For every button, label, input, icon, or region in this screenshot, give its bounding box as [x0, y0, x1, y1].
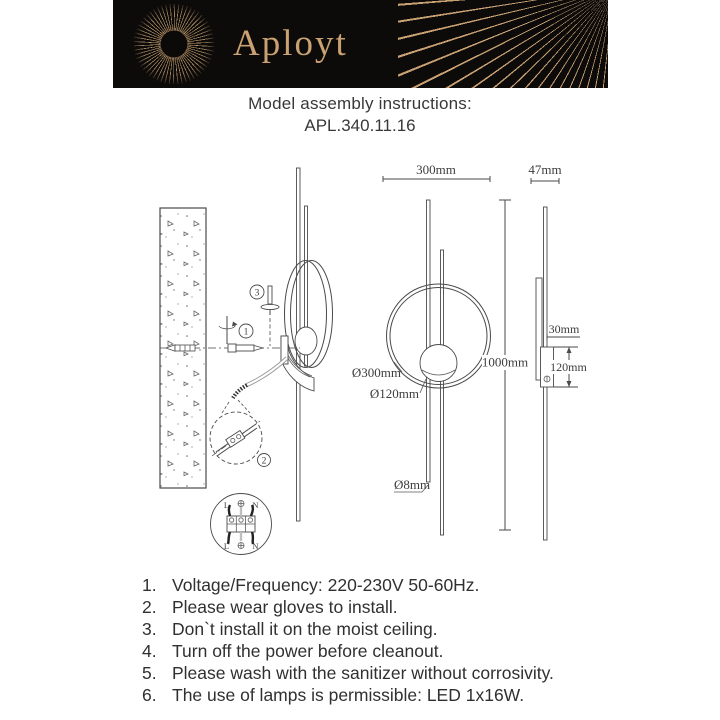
brand-banner: [113, 0, 608, 88]
dim-depth-line: [531, 178, 559, 184]
assembly-diagram: [0, 140, 720, 580]
instruction-text: Voltage/Frequency: 220-230V 50-60Hz.: [172, 575, 480, 595]
dim-depth-label: 47mm: [528, 162, 562, 177]
dim-height-label: 1000mm: [481, 354, 529, 370]
wall-mount-view: [160, 168, 333, 555]
front-rod-left: [427, 200, 431, 482]
instruction-number: 5.: [142, 663, 157, 683]
wire-label-n-top: N: [252, 500, 259, 510]
instruction-item: [142, 574, 554, 596]
callout-1-label: 1: [243, 327, 249, 338]
instruction-item: [142, 640, 554, 662]
callout-3-label: 3: [254, 288, 260, 299]
lamp-sphere: [295, 327, 317, 355]
front-rod-right: [441, 250, 444, 535]
dim-ring-label: Ø300mm: [351, 365, 401, 380]
dim-width-label: 300mm: [416, 162, 456, 177]
wires: [222, 358, 287, 413]
logo-core: [161, 31, 188, 58]
wiring-detail: [211, 494, 272, 555]
instruction-item: [142, 618, 554, 640]
instruction-text: Please wear gloves to install.: [172, 597, 398, 617]
callout-2-label: 2: [261, 456, 267, 467]
model-number: APL.340.11.16: [304, 116, 416, 135]
instruction-text: Don`t install it on the moist ceiling.: [172, 619, 438, 639]
page-title: Model assembly instructions:: [248, 94, 472, 113]
side-view: [528, 162, 587, 540]
instruction-text: Turn off the power before cleanout.: [172, 641, 444, 661]
dim-rod-label: Ø8mm: [394, 477, 431, 492]
dim-bracket-label: 120mm: [550, 360, 587, 374]
instruction-item: [142, 596, 554, 618]
wire-label-l-bottom: L: [223, 541, 230, 551]
dim-sphere-label: Ø120mm: [369, 386, 419, 401]
instruction-number: 2.: [142, 597, 157, 617]
instruction-number: 3.: [142, 619, 157, 639]
wire-label-l-top: L: [223, 500, 230, 510]
starburst-logo-icon: [134, 4, 214, 84]
brand-wordmark: Aployt: [233, 23, 348, 64]
instruction-number: 6.: [142, 685, 157, 705]
front-sphere: [420, 345, 457, 382]
instruction-number: 4.: [142, 641, 157, 661]
wire-label-n-bottom: N: [252, 541, 259, 551]
rotate-icon: [219, 316, 238, 344]
corner-rays-icon: [398, 0, 608, 88]
instruction-text: Please wash with the sanitizer without corrosivity.: [172, 663, 554, 683]
dim-offset-label: 30mm: [548, 322, 580, 336]
ground-icon: [238, 501, 244, 507]
ground-icon-bottom: [238, 543, 244, 549]
instruction-item: [142, 684, 554, 706]
instruction-number: 1.: [142, 575, 157, 595]
heading-block: [0, 93, 720, 137]
instruction-text: The use of lamps is permissible: LED 1x16W.: [172, 685, 525, 705]
front-view: [352, 162, 528, 535]
instruction-list: [142, 574, 554, 706]
instruction-item: [142, 662, 554, 684]
connector-detail: [210, 412, 262, 464]
